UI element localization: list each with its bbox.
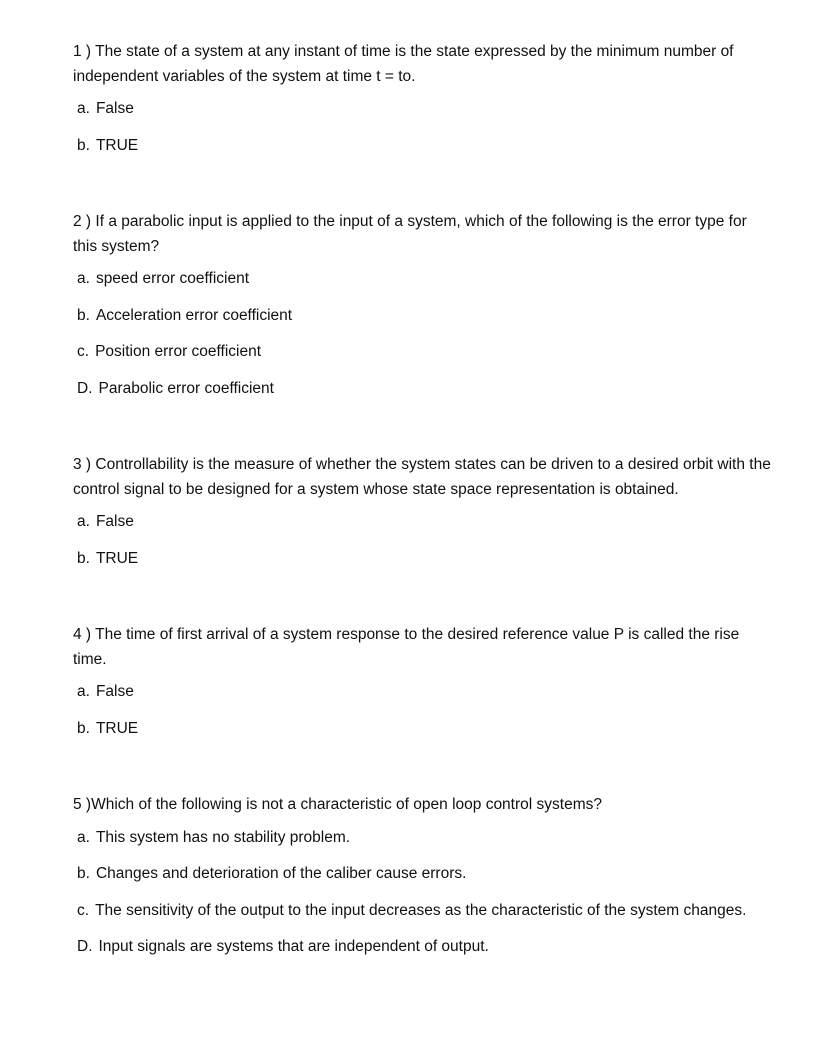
question-3 [73, 453, 773, 571]
question-5-option-b [77, 862, 773, 887]
question-5 [73, 793, 773, 960]
option-letter: D. [77, 938, 93, 955]
question-3-text: 3 ) Controllability is the measure of whether the system states can be driven to a desired orbit with the control signal to be designed for a system whose state space representation is obtained. [73, 456, 771, 498]
question-4-option-b [77, 717, 773, 742]
spacer [73, 170, 773, 210]
spacer [73, 583, 773, 623]
option-letter: a. [77, 683, 90, 700]
option-text: TRUE [95, 549, 139, 567]
question-3-option-a [77, 510, 773, 535]
option-text: Parabolic error coefficient [98, 379, 274, 397]
option-letter: b. [77, 865, 90, 882]
spacer [73, 753, 773, 793]
option-text: TRUE [95, 719, 139, 737]
option-text: TRUE [95, 136, 139, 154]
spacer [73, 413, 773, 453]
option-text: This system has no stability problem. [95, 828, 351, 846]
question-4-option-a [77, 680, 773, 705]
option-letter: D. [77, 379, 93, 397]
question-1-text: 1 ) The state of a system at any instant of time is the state expressed by the minimum number of independent variables of the system at time t = to. [73, 43, 734, 85]
question-2-option-d [77, 377, 773, 402]
option-text: Changes and deterioration of the caliber cause errors. [95, 865, 467, 882]
question-2-text: 2 ) If a parabolic input is applied to the input of a system, which of the following is the error type for this system? [73, 213, 747, 255]
question-2-option-b [77, 304, 773, 329]
option-letter: b. [77, 136, 90, 154]
quiz-document [73, 40, 773, 972]
question-5-option-c [73, 899, 773, 924]
question-2-option-a [77, 267, 773, 292]
option-letter: c. [77, 343, 90, 360]
option-text: Acceleration error coefficient [95, 306, 293, 324]
question-4 [73, 623, 773, 741]
option-text: Position error coefficient [95, 343, 262, 360]
question-4-text: 4 ) The time of first arrival of a system response to the desired reference value P is called the rise time. [73, 626, 740, 668]
option-letter: b. [77, 306, 90, 324]
question-5-option-d [77, 935, 773, 960]
option-text: False [95, 683, 134, 700]
question-5-text: 5 )Which of the following is not a characteristic of open loop control systems? [73, 796, 602, 813]
option-text: The sensitivity of the output to the input decreases as the characteristic of the system changes. [95, 901, 747, 919]
option-letter: a. [77, 270, 90, 287]
option-letter: b. [77, 549, 90, 567]
question-1 [73, 40, 773, 158]
option-text: False [95, 513, 134, 530]
option-letter: a. [77, 828, 90, 846]
option-letter: c. [77, 901, 90, 919]
option-letter: a. [77, 513, 90, 530]
question-1-option-b [77, 134, 773, 159]
option-text: False [95, 100, 134, 117]
question-2-option-c [77, 340, 773, 365]
question-2 [73, 210, 773, 401]
question-5-option-a [77, 826, 773, 851]
question-3-option-b [77, 547, 773, 572]
option-letter: a. [77, 100, 90, 117]
option-text: Input signals are systems that are independent of output. [98, 938, 489, 955]
question-1-option-a [77, 97, 773, 122]
option-letter: b. [77, 719, 90, 737]
option-text: speed error coefficient [95, 270, 250, 287]
